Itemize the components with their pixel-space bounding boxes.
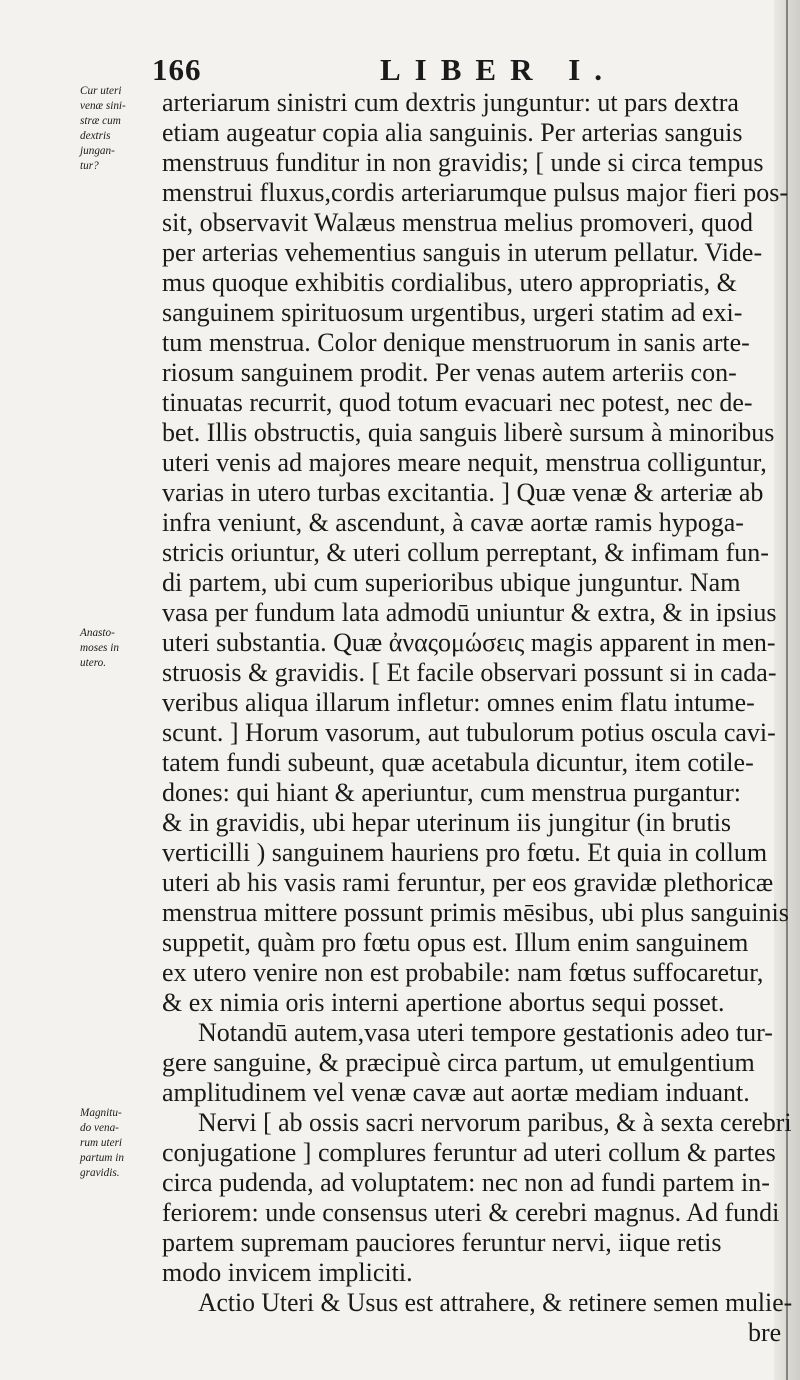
text-line: & ex nimia oris interni apertione abortus sequi posset. — [162, 988, 725, 1017]
catchword: bre — [748, 1318, 782, 1347]
running-head: LIBER I. — [380, 52, 617, 87]
margin-note-line: jungan- — [80, 145, 115, 157]
text-line: tum menstrua. Color denique menstruorum in sanis arte- — [162, 328, 750, 357]
text-line: & in gravidis, ubi hepar uterinum iis jungitur (in brutis — [162, 808, 732, 837]
text-line: uteri substantia. Quæ ἀναςομώσεις magis apparent in men- — [162, 628, 776, 657]
text-line: arteriarum sinistri cum dextris junguntur: ut pars dextra — [162, 88, 739, 117]
text-line: struosis & gravidis. [ Et facile observari possunt si in cada- — [162, 658, 777, 687]
margin-note-veins — [80, 84, 160, 174]
margin-note-line: tur? — [80, 160, 99, 172]
text-line: sit, observavit Walæus menstrua melius promoveri, quod — [162, 208, 754, 237]
text-line: di partem, ubi cum superioribus ubique junguntur. Nam — [162, 568, 741, 597]
text-line: Actio Uteri & Usus est attrahere, & retinere semen mulie- — [198, 1288, 793, 1317]
text-line: riosum sanguinem prodit. Per venas autem arteriis con- — [162, 358, 737, 387]
text-line: modo invicem impliciti. — [162, 1258, 413, 1287]
text-line: vasa per fundum lata admodū uniuntur & extra, & in ipsius — [162, 598, 777, 627]
text-line: amplitudinem vel venæ cavæ aut aortæ mediam induant. — [162, 1078, 750, 1107]
text-line: stricis oriuntur, & uteri collum perreptant, & infimam fun- — [162, 538, 769, 567]
text-line: etiam augeatur copia alia sanguinis. Per arterias sanguis — [162, 118, 743, 147]
text-line: menstrua mittere possunt primis mēsibus, ubi plus sanguinis — [162, 898, 789, 927]
margin-note-line: stræ cum — [80, 115, 121, 127]
text-line: uteri ab his vasis rami feruntur, per eos gravidæ plethoricæ — [162, 868, 774, 897]
margin-note-line: dextris — [80, 130, 111, 142]
margin-note-line: gravidis. — [80, 1167, 120, 1179]
text-line: bet. Illis obstructis, quia sanguis liberè sursum à minoribus — [162, 418, 775, 447]
text-line: verticilli ) sanguinem hauriens pro fœtu. Et quia in collum — [162, 838, 768, 867]
margin-note-line: rum uteri — [80, 1137, 123, 1149]
margin-note-line: venæ sini- — [80, 100, 126, 112]
text-line: scunt. ] Horum vasorum, aut tubulorum potius oscula cavi- — [162, 718, 776, 747]
text-line: tatem fundi subeunt, quæ acetabula dicuntur, item cotile- — [162, 748, 754, 777]
text-line: mus quoque exhibitis cordialibus, utero appropriatis, & — [162, 268, 737, 297]
margin-note-anastomoses — [80, 626, 160, 671]
text-line: infra veniunt, & ascendunt, à cavæ aortæ ramis hypoga- — [162, 508, 744, 537]
text-line: dones: qui hiant & aperiuntur, cum menstrua purgantur: — [162, 778, 742, 807]
margin-note-line: Magnitu- — [80, 1107, 122, 1119]
margin-note-line: utero. — [80, 657, 107, 669]
text-line: suppetit, quàm pro fœtu opus est. Illum enim sanguinem — [162, 928, 749, 957]
text-line: menstrui fluxus,cordis arteriarumque pulsus major fieri pos- — [162, 178, 789, 207]
margin-note-line: moses in — [80, 642, 119, 654]
text-line: gere sanguine, & præcipuè circa partum, ut emulgentium — [162, 1048, 755, 1077]
text-line: feriorem: unde consensus uteri & cerebri magnus. Ad fundi — [162, 1198, 780, 1227]
text-line: tinuatas recurrit, quod totum evacuari nec potest, nec de- — [162, 388, 753, 417]
text-line: circa pudenda, ad voluptatem: nec non ad fundi partem in- — [162, 1168, 770, 1197]
text-line: veribus aliqua illarum infletur: omnes enim flatu intume- — [162, 688, 755, 717]
text-line: uteri venis ad majores meare nequit, menstrua colliguntur, — [162, 448, 767, 477]
margin-note-line: Anasto- — [80, 627, 115, 639]
text-line: conjugatione ] complures feruntur ad uteri collum & partes — [162, 1138, 776, 1167]
text-line: ex utero venire non est probabile: nam fœtus suffocaretur, — [162, 958, 764, 987]
margin-note-line: do vena- — [80, 1122, 119, 1134]
page-number: 166 — [152, 52, 202, 87]
margin-note-line: Cur uteri — [80, 85, 122, 97]
text-line: per arterias vehementius sanguis in uterum pellatur. Vide- — [162, 238, 763, 267]
text-line: sanguinem spirituosum urgentibus, urgeri statim ad exi- — [162, 298, 743, 327]
margin-note-magnitude — [80, 1106, 160, 1181]
text-line: Nervi [ ab ossis sacri nervorum paribus, & à sexta cerebri — [198, 1108, 792, 1137]
margin-note-line: partum in — [80, 1152, 124, 1164]
text-line: menstruus funditur in non gravidis; [ unde si circa tempus — [162, 148, 764, 177]
text-line: Notandū autem,vasa uteri tempore gestationis adeo tur- — [198, 1018, 773, 1047]
text-line: varias in utero turbas excitantia. ] Quæ venæ & arteriæ ab — [162, 478, 764, 507]
text-line: partem supremam pauciores feruntur nervi, iique retis — [162, 1228, 722, 1257]
